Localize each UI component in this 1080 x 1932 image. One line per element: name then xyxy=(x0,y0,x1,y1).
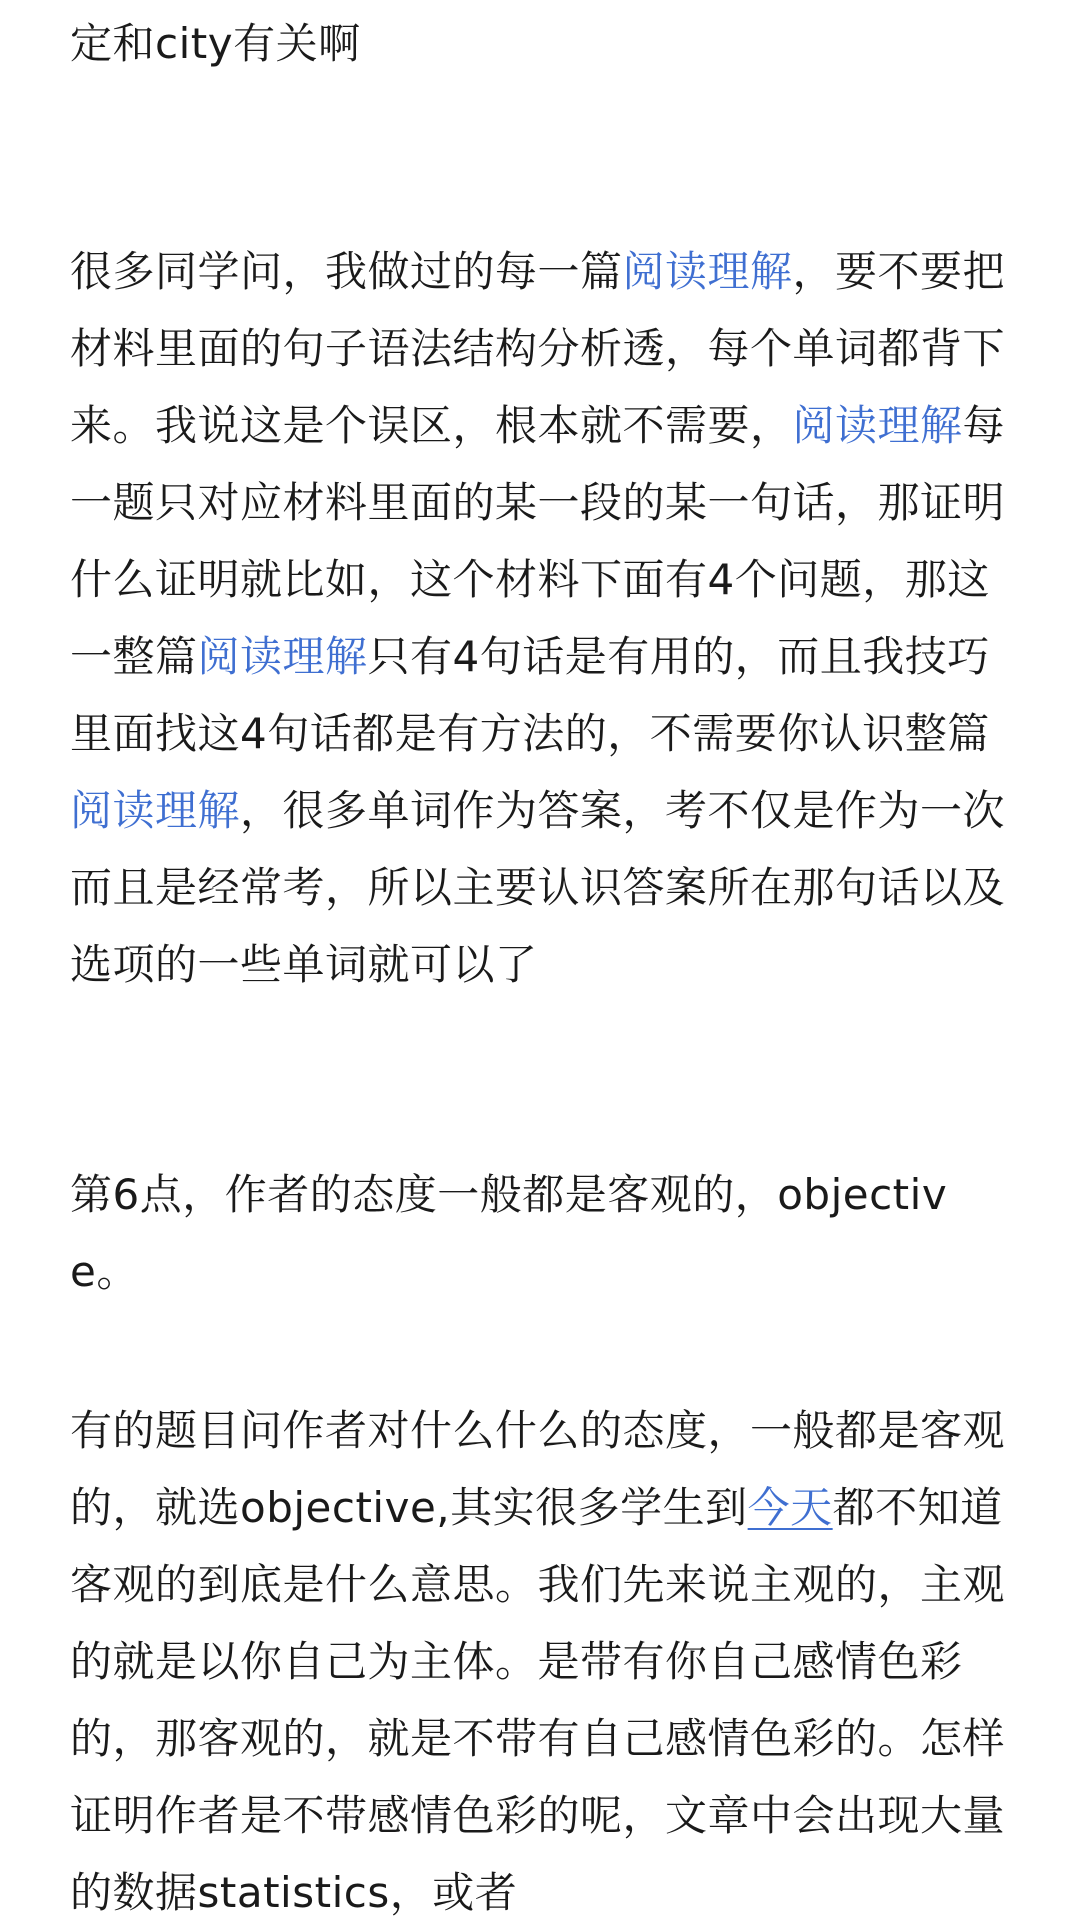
top-fragment-text: 定和city有关啊 xyxy=(70,19,361,68)
keyword-link-reading-2[interactable]: 阅读理解 xyxy=(792,401,963,450)
reading-text-1: 很多同学问，我做过的每一篇 xyxy=(70,247,623,296)
paragraph-objective xyxy=(70,1392,1010,1931)
keyword-link-reading-3[interactable]: 阅读理解 xyxy=(197,632,368,681)
objective-text-2: 都不知道客观的到底是什么意思。我们先来说主观的，主观的就是以你自己为主体。是带有你自己感情色彩的，那客观的，就是不带有自己感情色彩的。怎样证明作者是不带感情色彩的呢，文章中会出现大量的数据statistics，或者 xyxy=(70,1483,1006,1917)
reading-text-5: ，很多单词作为答案，考不仅是作为一次而且是经常考，所以主要认识答案所在那句话以及选项的一些单词就可以了 xyxy=(70,786,1006,989)
keyword-link-reading-4[interactable]: 阅读理解 xyxy=(70,786,241,835)
point6-text: 第6点，作者的态度一般都是客观的，objective。 xyxy=(70,1170,948,1296)
paragraph-reading-comprehension xyxy=(70,233,1010,1003)
objective-text-1: 有的题目问作者对什么什么的态度，一般都是客观的，就选objective,其实很多学生到 xyxy=(70,1406,1006,1532)
paragraph-point-6 xyxy=(70,1156,1010,1310)
reading-text-4: 只有4句话是有用的，而且我技巧里面找这4句话都是有方法的，不需要你认识整篇 xyxy=(70,632,990,758)
reading-text-3: 每一题只对应材料里面的某一段的某一句话，那证明什么证明就比如，这个材料下面有4个问题，那这一整篇 xyxy=(70,401,1006,681)
keyword-link-today[interactable]: 今天 xyxy=(747,1483,833,1532)
paragraph-top-fragment xyxy=(70,5,1010,82)
reading-text-2: ，要不要把材料里面的句子语法结构分析透，每个单词都背下来。我说这是个误区，根本就不需要， xyxy=(70,247,1006,450)
keyword-link-reading-1[interactable]: 阅读理解 xyxy=(622,247,793,296)
